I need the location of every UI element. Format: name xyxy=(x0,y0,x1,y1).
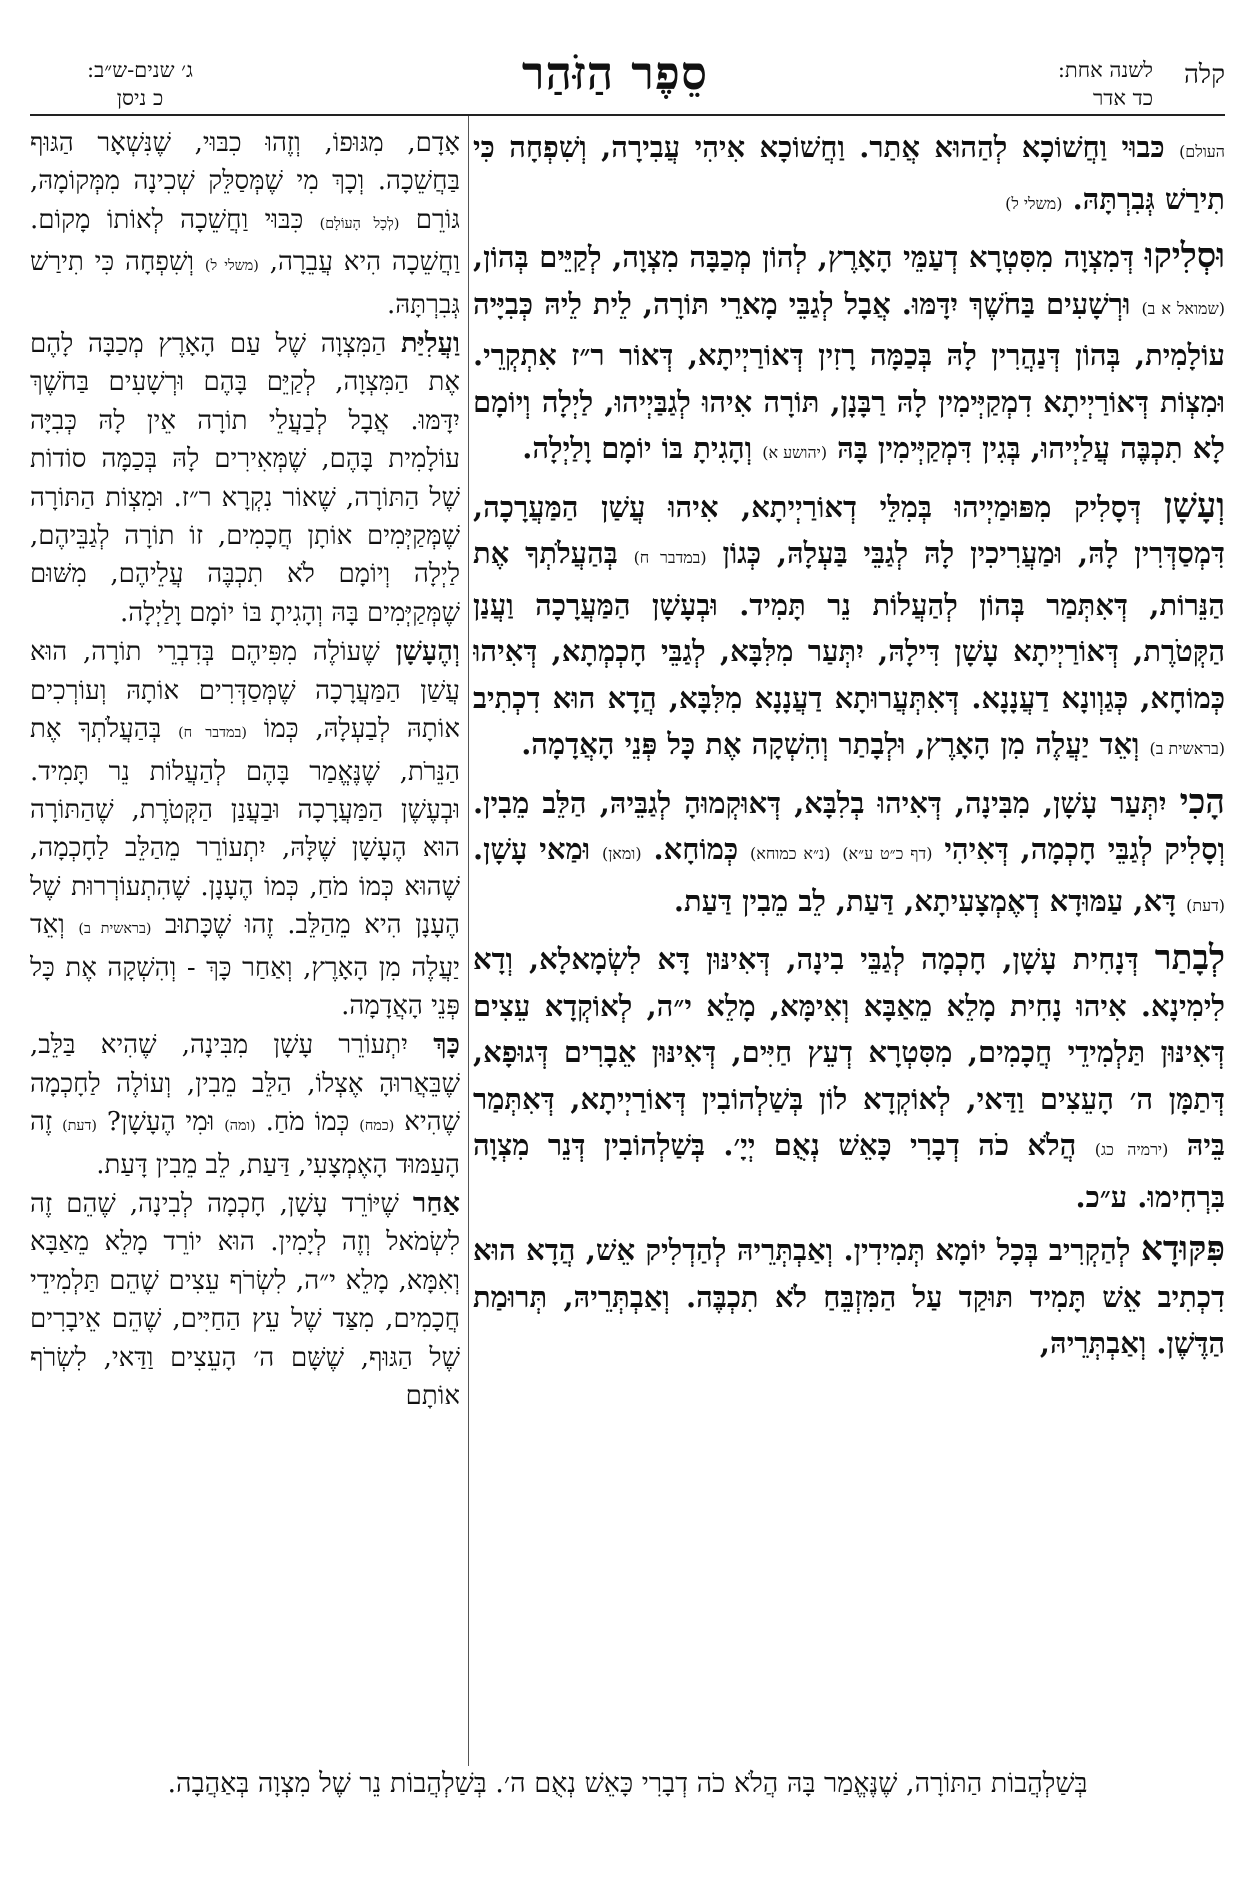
side-paragraph-3 xyxy=(30,632,460,1025)
cycle-label: ג׳ שנים-ש״ב: xyxy=(87,58,193,82)
reading-schedule-label: לשנה אחת: xyxy=(1057,58,1153,82)
side-text: וּמִי הֶעָשָׁן? xyxy=(106,1107,215,1138)
main-text: וְאֵד יַעֲלֶה מִן הָאָרֶץ, וּלְבָתַר וְהִשְׁקָה אֶת כָּל פְּנֵי הָאֲדָמָה. xyxy=(521,727,1140,761)
main-paragraph-2 xyxy=(473,233,1225,477)
main-ref: (שמואל א ב) xyxy=(1141,298,1225,318)
side-text: שֶׁעוֹלֶה מִפִּיהֶם בְּדִבְרֵי תוֹרָה, הוּא עֲשַׁן הַמַּעֲרָכָה שֶׁמְּסַדְּרִים אוֹתָהּ וְעוֹרְכִים אוֹתָהּ לְבַעְלָהּ, כְּמוֹ xyxy=(30,637,460,745)
main-text: דְּנָחִית עָשָׁן, חָכְמָה לְגַבֵּי בִינָה, דְּאִינּוּן דָּא לִשְׂמָאלָא, וְדָא לִימִינָא. אִיהוּ נָחִית מָלֵא מֵאַבָּא וְאִימָּא, מָלֵא י״ה, לְאוֹקְדָא עֵצִים דְּאִינּוּן תַּלְמִידֵי חֲכָמִים, מִסִּטְרָא דְעֵץ חַיִּים, דְּאִינּוּן אֵבָרִים דְּגוּפָא, דְּתַמָּן ה׳ הָעֵצִים וַדַּאי, לְאוֹקְדָא לוֹן בְּשַׁלְהוֹבִין דְּאוֹרַיְיתָא, דְּאִתְּמַר בֵּיהּ xyxy=(473,942,1225,1162)
lead-word: פִּקּוּדָא xyxy=(1140,1229,1225,1269)
lead-word: וַעֲלִיַּת xyxy=(400,327,460,360)
lead-word: וְהֶעָשָׁן xyxy=(395,635,460,668)
side-text: יִתְעוֹרֵר עָשָׁן מִבִּינָה, שֶׁהִיא בַּלֵּב, שֶׁבֵּאֲרוּהָ אֶצְלוֹ, הַלֵּב מֵבִין, וְעוֹלֶה לַחָכְמָה שֶׁהִיא xyxy=(30,1030,460,1138)
cycle-date: כ ניסן xyxy=(116,86,164,110)
side-column-hebrew xyxy=(30,124,460,1764)
lead-word: לְבָתַר xyxy=(1154,938,1225,978)
main-paragraph-6 xyxy=(473,1226,1225,1367)
main-paragraph-1 xyxy=(473,124,1225,227)
main-ref: (דף כ״ט ע״א) xyxy=(842,844,933,863)
lead-word: וְעָשָׁן xyxy=(1163,485,1225,526)
lead-word: כָּךְ xyxy=(433,1028,460,1061)
main-text: דְּסָלִיק מִפּוּמַיְיהוּ בְּמִלֵּי דְאוֹרַיְיתָא, אִיהוּ עֲשַׁן הַמַּעֲרָכָה, דִּמְסַדְּרִין לָהּ, וּמַעֲרִיכִין לָהּ לְגַבֵּי בַּעְלָהּ, כְּגוֹן xyxy=(473,489,1225,570)
side-text: זֶה הָעַמּוּד הָאֶמְצָעִי, דַּעַת, לֵב מֵבִין דָּעַת. xyxy=(30,1107,460,1180)
main-ref: (נ״א כמוחא) xyxy=(750,844,831,863)
side-text: שֶׁיּוֹרֵד עָשָׁן, חָכְמָה לְבִינָה, שֶׁהֵם זֶה לִשְׂמֹאל וְזֶה לְיָמִין. הוּא יוֹרֵד מָלֵא מֵאַבָּא וְאִמָּא, מָלֵא י״ה, לִשְׂרֹף עֵצִים שֶׁהֵם תַּלְמִידֵי חֲכָמִים, מִצַּד שֶׁל עֵץ הַחַיִּים, שֶׁהֵם אֵיבָרִים שֶׁל הַגּוּף, שֶׁשָּׁם ה׳ הָעֵצִים וַדַּאי, לִשְׂרֹף אוֹתָם xyxy=(30,1188,460,1411)
lead-word: הָכִי xyxy=(1179,781,1225,822)
side-ref: (במדבר ח) xyxy=(178,725,247,742)
main-text: דָּא, עַמּוּדָא דְאֶמְצָעִיתָא, דַּעַת, לֵב מֵבִין דַּעַת. xyxy=(673,883,1177,918)
main-ref: (ירמיה כג) xyxy=(1094,1140,1169,1159)
main-paragraph-4 xyxy=(473,779,1225,930)
main-ref: (יהושע א) xyxy=(762,443,828,462)
side-text: אָדָם, מִגּוּפוֹ, וְזֶהוּ כִבּוּי, שֶׁנִּשְׁאָר הַגּוּף בַּחֲשֵׁכָה. וְכָךְ מִי שֶׁמְּסַלֵּק שְׁכִינָה מִמְּקוֹמָהּ, גּוֹרֵם xyxy=(30,128,460,235)
side-paragraph-5 xyxy=(30,1184,460,1415)
lead-word: וּסְלִיקוּ xyxy=(1144,236,1225,276)
main-text: בְּהַעֲלֹתְךָ אֶת הַנֵּרוֹת, דְּאִתְּמַר בְּהוֹן לְהַעֲלוֹת נֵר תָּמִיד. וּבְעָשָׁן הַמַּעֲרָכָה וַעֲנַן הַקְּטֹרֶת, דְּאוֹרַיְיתָא עָשָׁן דִּילָהּ, יִתְּעַר מִלִּבָּא, לְגַבֵּי חָכְמְתָא, דְּאִיהוּ כְּמוֹחָא, כְּגַוְונָא דַעֲנָנָא. דְּאִתְּעֲרוּתָא דַעֲנָנָא מִלִּבָּא, הֲדָא הוּא דִכְתִיב xyxy=(473,536,1225,715)
main-ref: (ומאן) xyxy=(602,844,642,863)
main-ref: (משלי ל) xyxy=(1005,193,1063,213)
side-text: וְשִׁפְחָה כִּי תִירַשׁ גְּבִרְתָּהּ. xyxy=(30,247,460,320)
side-paragraph-4 xyxy=(30,1025,460,1184)
main-ref: (דעת) xyxy=(1186,895,1225,915)
main-ref: העולם) xyxy=(1179,142,1225,161)
main-text: וּרְשָׁעִים בַּחֹשֶׁךְ יִדָּמּוּ. אֲבָל לְגַבֵּי מָארֵי תּוֹרָה, לֵית לֵיהּ כְּבִיָּיה עוֹלָמִית, בְּהוֹן דְּנַהֲרִין לָהּ בְּכַמָּה רָזִין דְּאוֹרַיְיתָא, דְּאוֹר ר״ז אִתְקְרֵי. וּמִצְוֹת דְּאוֹרַיְיתָא דִמְקַיְּימִין לָהּ רַבָּנָן, תּוֹרָה אִיהוּ לְגַבַּיְיהוּ, לַיְלָה וְיוֹמָם לָא תִכְבֶּה עֲלַיְיהוּ, בְּגִין דִּמְקַיְּימִין בָּהּ xyxy=(473,286,1225,465)
lead-word: אַחַר xyxy=(412,1186,460,1219)
main-ref: (בראשית ב) xyxy=(1149,739,1225,758)
side-text: כְּמוֹ מֹחַ. xyxy=(265,1107,350,1138)
side-ref: (דעת) xyxy=(62,1118,97,1135)
reading-date: כד אדר xyxy=(1092,86,1153,110)
side-text: בְּהַעֲלֹתְךָ אֶת הַנֵּרֹת, שֶׁנֶּאֱמַר בָּהֶם לְהַעֲלוֹת נֵר תָּמִיד. וּבְעֶשֶׁן הַמַּעֲרָכָה וּבַעֲנַן הַקְּטֹרֶת, שֶׁהַתּוֹרָה הוּא הֶעָשָׁן שֶׁלָּהּ, יִתְעוֹרֵר מֵהַלֵּב לַחָכְמָה, שֶׁהוּא כְּמוֹ מֹחַ, כְּמוֹ הֶעָנָן. שֶׁהִתְעוֹרְרוּת שֶׁל הֶעָנָן הִיא מֵהַלֵּב. זֶהוּ שֶׁכָּתוּב xyxy=(30,714,460,941)
main-text: כְּמוֹחָא. xyxy=(653,832,739,866)
side-ref: (משלי ל) xyxy=(204,258,259,275)
side-ref: (לְכָל הָעוֹלָם) xyxy=(319,215,400,232)
side-paragraph-1 xyxy=(30,124,460,324)
book-title: סֵפֶר הַזֹּהַר xyxy=(521,46,709,100)
header-right xyxy=(995,56,1225,110)
side-paragraph-2 xyxy=(30,324,460,632)
header-left xyxy=(40,56,240,112)
side-ref: (ומה) xyxy=(224,1118,256,1135)
footer-line: בְּשַׁלְהֲבוֹת הַתּוֹרָה, שֶׁנֶּאֱמַר בָּהּ הֲלֹא כֹה דְבָרִי כָּאֵשׁ נְאֻם ה׳. בְּשַׁלְהֲבוֹת נֵר שֶׁל מִצְוָה בְּאַהֲבָה. xyxy=(167,1768,1088,1799)
main-text: וּמַאי עָשָׁן. xyxy=(473,832,591,866)
header-rule xyxy=(30,114,1225,116)
page-number: קלה xyxy=(1183,60,1225,90)
main-text: וְהָגִיתָ בּוֹ יוֹמָם וָלַיְלָה. xyxy=(522,431,753,465)
main-ref: (במדבר ח) xyxy=(633,548,707,567)
side-ref: (כמח) xyxy=(359,1118,395,1135)
main-text: לְהַקְרִיב בְּכָל יוֹמָא תְּמִידִין. וְאַבְתְּרֵיהּ לְהַדְלִיק אֵשׁ, הֲדָא הוּא דִכְתִיב אֵשׁ תָּמִיד תּוּקַד עַל הַמִּזְבֵּחַ לֹא תִכְבֶּה. וְאַבְתְּרֵיהּ, תְּרוּמַת הַדֶּשֶׁן. וְאַבְתְּרֵיהּ, xyxy=(473,1233,1225,1360)
main-column-aramaic xyxy=(473,124,1225,1764)
side-ref: (בראשית ב) xyxy=(78,921,152,938)
column-divider xyxy=(468,116,469,1766)
main-text: יִתְּעַר עָשָׁן, מִבִּינָה, דְּאִיהוּ בְלִבָּא, דְּאוּקְמוּהָ לְגַבֵּיהּ, הַלֵּב מֵבִין. וְסָלִיק לְגַבֵּי חָכְמָה, דְּאִיהִי xyxy=(473,785,1225,866)
main-text: כּבוּי וַחֲשׁוֹכָא לְהַהוּא אֲתַר. וַחֲשׁוֹכָא אִיהִי עֲבִירָה, וְשִׁפְחָה כִּי תִירַשׁ גְּבִרְתָּהּ. xyxy=(473,130,1225,216)
side-text: וְאֵד יַעֲלֶה מִן הָאָרֶץ, וְאַחַר כָּךְ - וְהִשְׁקָה אֶת כָּל פְּנֵי הָאֲדָמָה. xyxy=(30,910,460,1021)
main-text: דְּמִצְוָה מִסִּטְרָא דְעַמֵּי הָאָרֶץ, לְהוֹן מְכַבָּה מִצְוָה, לְקַיֵּים בְּהוֹן, xyxy=(473,240,1135,274)
main-paragraph-5 xyxy=(473,935,1225,1220)
main-paragraph-3 xyxy=(473,483,1225,773)
side-text: הַמִּצְוָה שֶׁל עַם הָאָרֶץ מְכַבָּה לָהֶם אֶת הַמִּצְוָה, לְקַיֵּם בָּהֶם וּרְשָׁעִים בַּחֹשֶׁךְ יִדָּמּוּ. אֲבָל לְבַעֲלֵי תוֹרָה אֵין לָהּ כְּבִיָּה עוֹלָמִית בָּהֶם, שֶׁמְּאִירִים לָהּ בְּכַמָּה סוֹדוֹת שֶׁל הַתּוֹרָה, שֶׁאוֹר נִקְרָא ר״ז. וּמִצְוֹת הַתּוֹרָה שֶׁמְּקַיְּמִים אוֹתָן חֲכָמִים, זוֹ תוֹרָה לְגַבֵּיהֶם, לַיְלָה וְיוֹמָם לֹא תִכְבֶּה עֲלֵיהֶם, מִשּׁוּם שֶׁמְּקַיְּמִים בָּהּ וְהָגִיתָ בּוֹ יוֹמָם וָלַיְלָה. xyxy=(30,329,460,628)
main-text: הֲלֹא כֹה דְבָרִי כָּאֵשׁ נְאֻם יְיָ׳. בְּשַׁלְהוֹבִין דְּנֵר מִצְוָה בִּרְחִימוּ. ע״כ. xyxy=(473,1128,1225,1214)
side-text: כִּבּוּי וַחֲשֵׁכָה לְאוֹתוֹ מָקוֹם. וַחֲשֵׁכָה הִיא עֲבֵרָה, xyxy=(30,204,460,278)
